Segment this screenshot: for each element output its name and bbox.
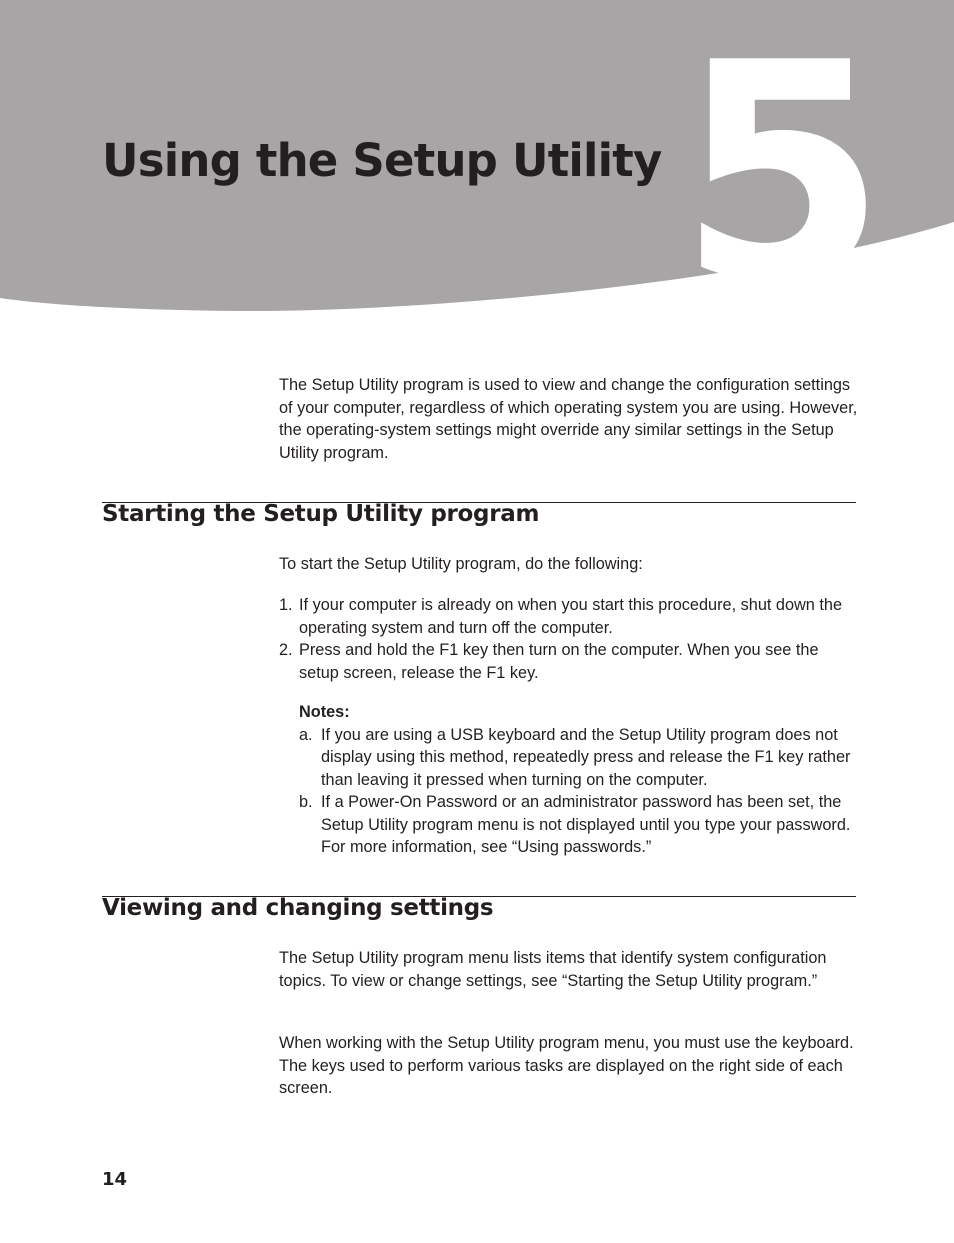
- steps-list: [279, 594, 859, 684]
- viewing-paragraph: When working with the Setup Utility program menu, you must use the keyboard. The keys used to perform various tasks are displayed on the right side of each screen.: [279, 1034, 854, 1097]
- viewing-paragraph: The Setup Utility program menu lists items that identify system configuration topics. To view or change settings, see “Starting the Setup Utility program.”: [279, 949, 827, 990]
- list-marker: 1.: [279, 596, 293, 614]
- section-heading-viewing: Viewing and changing settings: [102, 895, 494, 921]
- section-heading-starting: Starting the Setup Utility program: [102, 501, 540, 527]
- notes-list: [299, 724, 859, 859]
- list-item: [299, 791, 859, 859]
- page-number: 14: [102, 1169, 128, 1190]
- notes-label: Notes:: [299, 703, 350, 721]
- list-marker: b.: [299, 793, 313, 811]
- intro-paragraph: The Setup Utility program is used to view and change the configuration settings of your computer, regardless of which operating system you are using. However, the operating-system settings might override any similar settings in the Setup Utility program.: [279, 376, 858, 462]
- chapter-number: 5: [678, 0, 881, 320]
- list-item: [279, 639, 859, 684]
- list-marker: 2.: [279, 641, 293, 659]
- list-item-text: If a Power-On Password or an administrator password has been set, the Setup Utility program menu is not displayed until you type your password. For more information, see “Using passwords.”: [321, 793, 851, 856]
- chapter-title: Using the Setup Utility: [102, 134, 662, 187]
- list-item-text: If you are using a USB keyboard and the Setup Utility program does not display using this method, repeatedly press and release the F1 key rather than leaving it pressed when turning on the computer.: [321, 725, 851, 789]
- list-item: [299, 724, 859, 792]
- list-item: [279, 594, 859, 639]
- list-marker: a.: [299, 725, 313, 744]
- starting-lead: To start the Setup Utility program, do the following:: [279, 555, 643, 573]
- list-item-text: If your computer is already on when you start this procedure, shut down the operating system and turn off the computer.: [299, 596, 842, 637]
- list-item-text: Press and hold the F1 key then turn on the computer. When you see the setup screen, release the F1 key.: [299, 641, 819, 682]
- notes-block: [299, 701, 859, 859]
